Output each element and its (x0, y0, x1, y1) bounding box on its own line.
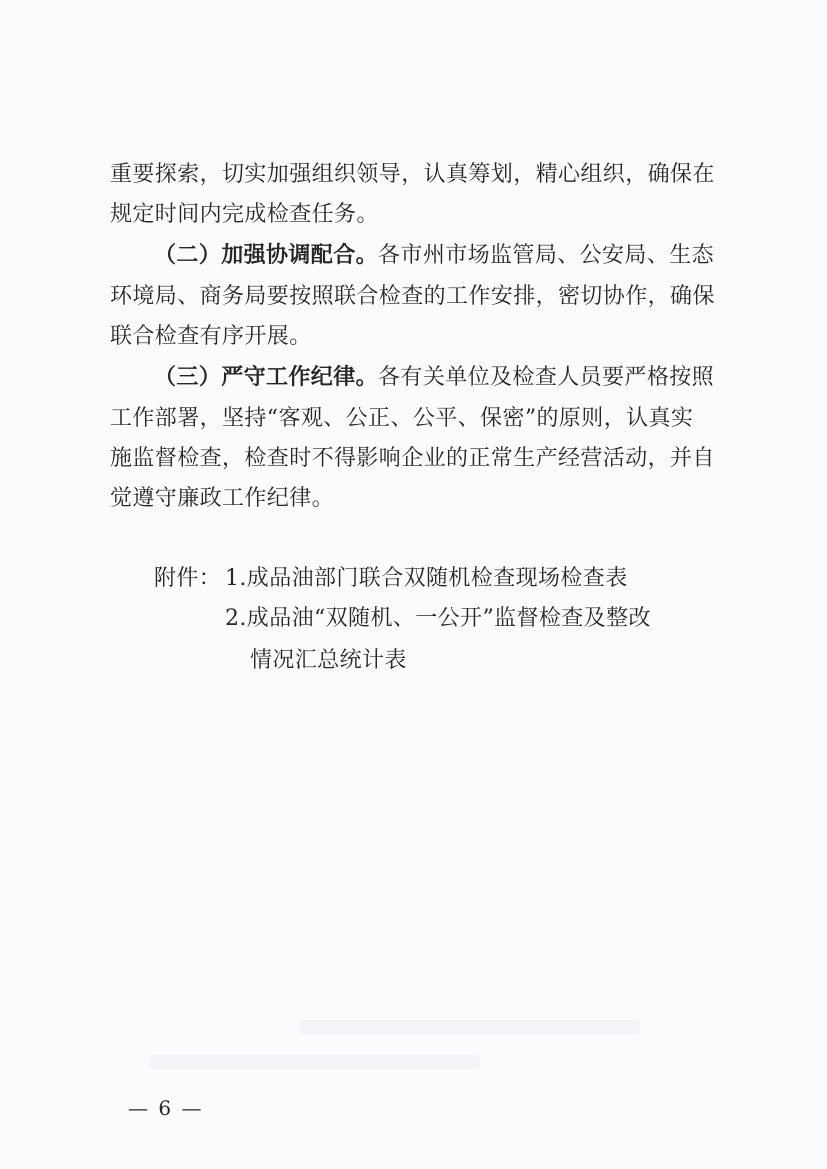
body-paragraph-2-line-2: 环境局、商务局要按照联合检查的工作安排，密切协作，确保 (110, 284, 715, 309)
scan-bleed-through (150, 1055, 480, 1069)
body-paragraph-2-line-1 (154, 241, 722, 271)
attachment-item-2-line-1: 2.成品油“双随机、一公开”监督检查及整改 (225, 606, 651, 631)
body-paragraph-2-text: 各市州市场监管局、公安局、生态 (378, 243, 715, 268)
body-paragraph-1-line-2: 规定时间内完成检查任务。 (110, 202, 379, 227)
scan-bleed-through (300, 1020, 640, 1034)
body-paragraph-3-text: 各有关单位及检查人员要严格按照 (378, 365, 715, 390)
section-heading-2: （二）加强协调配合。 (154, 243, 379, 268)
page-number: — 6 — (128, 1096, 204, 1120)
body-paragraph-3-line-4: 觉遵守廉政工作纪律。 (110, 486, 335, 511)
section-heading-3: （三）严守工作纪律。 (154, 365, 379, 390)
attachment-item-1: 1.成品油部门联合双随机检查现场检查表 (225, 566, 628, 591)
body-paragraph-3-line-3: 施监督检查，检查时不得影响企业的正常生产经营活动，并自 (110, 446, 715, 471)
body-paragraph-3-line-1 (154, 363, 722, 393)
body-paragraph-2-line-3: 联合检查有序开展。 (110, 324, 312, 349)
attachment-item-2-line-2: 情况汇总统计表 (250, 648, 407, 673)
attachment-label: 附件： (154, 566, 222, 591)
body-paragraph-1-line-1: 重要探索，切实加强组织领导，认真筹划，精心组织，确保在 (110, 162, 715, 187)
body-paragraph-3-line-2: 工作部署，坚持“客观、公正、公平、保密”的原则，认真实 (110, 406, 694, 431)
